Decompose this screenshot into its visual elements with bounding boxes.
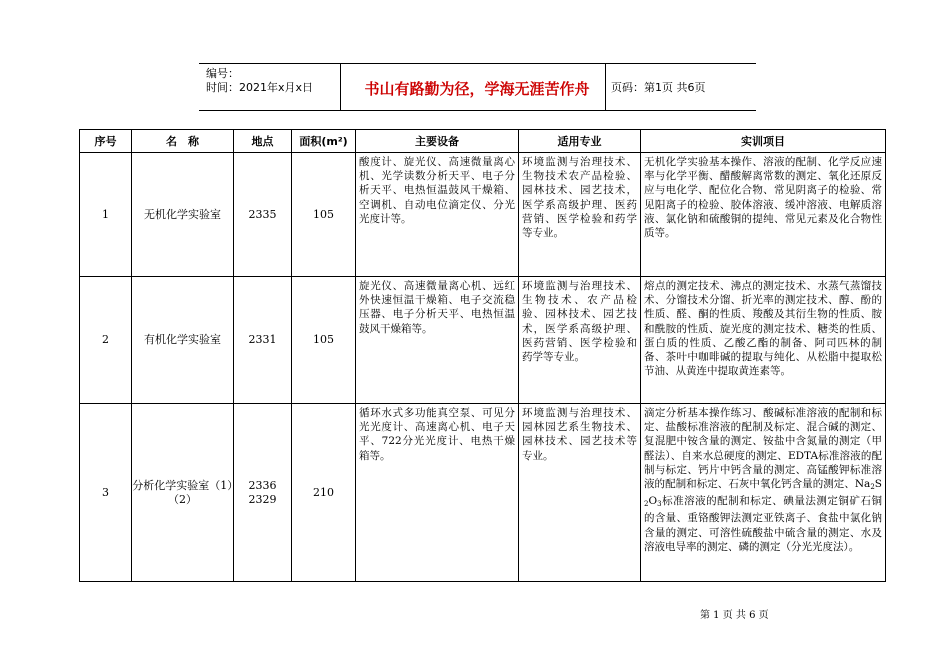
cell-no: 1 bbox=[80, 153, 132, 277]
cell-area: 210 bbox=[292, 404, 356, 582]
cell-no: 2 bbox=[80, 277, 132, 404]
col-header-area: 面积(m²) bbox=[292, 130, 356, 153]
table-header-row bbox=[80, 130, 886, 153]
col-header-equipment: 主要设备 bbox=[356, 130, 519, 153]
formula-subscript: 2 bbox=[644, 500, 649, 509]
cell-projects bbox=[641, 404, 886, 582]
lab-table bbox=[79, 129, 886, 582]
table-row bbox=[80, 153, 886, 277]
col-header-projects: 实训项目 bbox=[641, 130, 886, 153]
table-row bbox=[80, 404, 886, 582]
header-divider-left bbox=[340, 63, 341, 111]
header-motto: 书山有路勤为径，学海无涯苦作舟 bbox=[364, 80, 590, 98]
cell-majors: 环境监测与治理技术、生物技术农产品检验、园林技术、园艺技术，医学系高级护理、医药营销、医学检验和药学等专业。 bbox=[519, 153, 641, 277]
formula-element: O bbox=[648, 495, 658, 508]
col-header-no: 序号 bbox=[80, 130, 132, 153]
cell-name: 有机化学实验室 bbox=[132, 277, 234, 404]
cell-projects: 无机化学实验基本操作、溶液的配制、化学反应速率与化学平衡、醋酸解离常数的测定、氧化还原反应与电化学、配位化合物、常见阴离子的检验、常见阳离子的检验、胶体溶液、缓冲溶液、电解质溶液、氯化钠和硫酸铜的提纯、常见元素及化合物性质等。 bbox=[641, 153, 886, 277]
formula-element: S bbox=[874, 478, 882, 491]
header-top-rule bbox=[199, 63, 756, 64]
table-row bbox=[80, 277, 886, 404]
projects-text-a: 滴定分析基本操作练习、酸碱标准溶液的配制和标定、盐酸标准溶液的配制及标定、混合碱的测定、复混肥中铵含量的测定、铵盐中含氮量的测定（甲醛法）、自来水总硬度的测定、EDTA标准溶液的配制与标定、钙片中钙含量的测定、高锰酸钾标准溶液的配制和标定、石灰中氧化钙含量的测定、Na bbox=[644, 407, 882, 491]
cell-equipment: 旋光仪、高速微量离心机、远红外快速恒温干燥箱、电子交流稳压器、电子分析天平、电热恒温鼓风干燥箱等。 bbox=[356, 277, 519, 404]
formula-subscript: 3 bbox=[657, 500, 662, 509]
cell-equipment: 酸度计、旋光仪、高速微量离心机、光学读数分析天平、电子分析天平、电热恒温鼓风干燥箱、空调机、自动电位滴定仪、分光光度计等。 bbox=[356, 153, 519, 277]
col-header-location: 地点 bbox=[234, 130, 292, 153]
header-divider-right bbox=[605, 63, 606, 111]
header-number: 编号： bbox=[206, 67, 239, 80]
cell-name: 无机化学实验室 bbox=[132, 153, 234, 277]
cell-majors: 环境监测与治理技术、生物技术、农产品检验、园林技术、园艺技术，医学系高级护理、医药营销、医学检验和药学等专业。 bbox=[519, 277, 641, 404]
col-header-majors: 适用专业 bbox=[519, 130, 641, 153]
header-time: 时间：2021年x月x日 bbox=[206, 81, 314, 94]
col-header-name: 名 称 bbox=[132, 130, 234, 153]
header-bottom-rule bbox=[199, 110, 756, 111]
cell-equipment: 循环水式多功能真空泵、可见分光光度计、高速离心机、电子天平、722分光光度计、电热干燥箱等。 bbox=[356, 404, 519, 582]
formula-subscript: 2 bbox=[870, 483, 875, 492]
cell-projects: 熔点的测定技术、沸点的测定技术、水蒸气蒸馏技术、分馏技术分馏、折光率的测定技术、醇、酚的性质、醛、酮的性质、羧酸及其衍生物的性质、胺和酰胺的性质、旋光度的测定技术、糖类的性质、蛋白质的性质、乙酸乙酯的制备、阿司匹林的制备、茶叶中咖啡碱的提取与纯化、从松脂中提取松节油、从黄连中提取黄连素等。 bbox=[641, 277, 886, 404]
cell-majors: 环境监测与治理技术、园林园艺系生物技术、园林技术、园艺技术等专业。 bbox=[519, 404, 641, 582]
cell-name: 分析化学实验室（1）（2） bbox=[132, 404, 234, 582]
cell-location: 2335 bbox=[234, 153, 292, 277]
cell-area: 105 bbox=[292, 277, 356, 404]
page-footer: 第 1 页 共 6 页 bbox=[700, 610, 769, 621]
header-page-code: 页码：第1页 共6页 bbox=[611, 81, 706, 94]
projects-text-b: 标准溶液的配制和标定、碘量法测定铜矿石铜的含量、重铬酸钾法测定亚铁离子、食盐中氯化钠含量的测定、可溶性硫酸盐中硫含量的测定、水及溶液电导率的测定、磷的测定（分光光度法）。 bbox=[644, 495, 882, 553]
cell-no: 3 bbox=[80, 404, 132, 582]
cell-location: 2336 2329 bbox=[234, 404, 292, 582]
cell-location: 2331 bbox=[234, 277, 292, 404]
cell-area: 105 bbox=[292, 153, 356, 277]
